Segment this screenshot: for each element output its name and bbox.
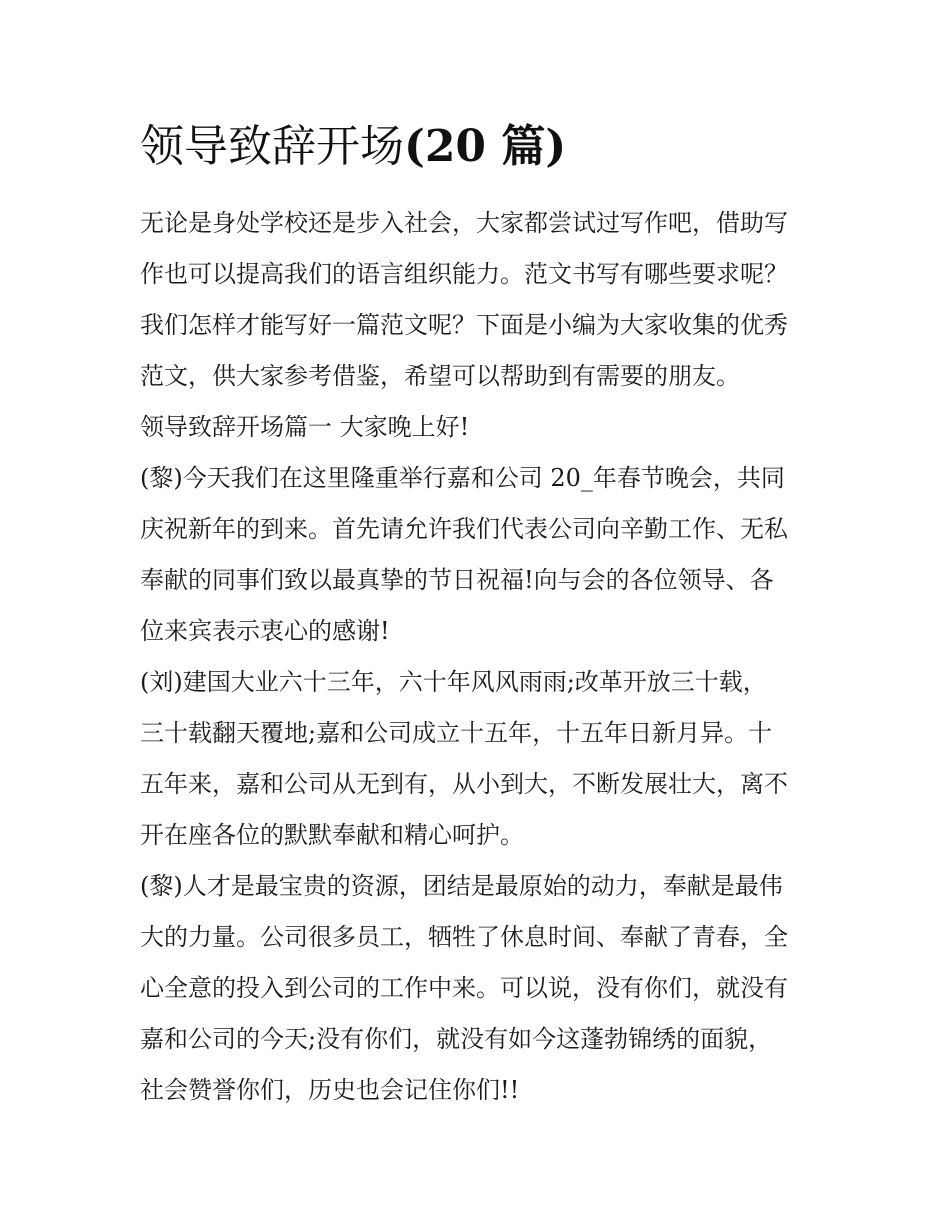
- text-line: 大的力量。公司很多员工，牺牲了休息时间、奉献了青春，全: [140, 923, 788, 951]
- text-line: 我们怎样才能写好一篇范文呢？下面是小编为大家收集的优秀: [140, 311, 788, 339]
- text-line: 位来宾表示衷心的感谢!: [140, 617, 390, 645]
- text-line: 心全意的投入到公司的工作中来。可以说，没有你们，就没有: [140, 974, 788, 1002]
- text-line: 作也可以提高我们的语言组织能力。范文书写有哪些要求呢？: [140, 260, 788, 288]
- text-line: 五年来，嘉和公司从无到有，从小到大，不断发展壮大，离不: [140, 770, 788, 798]
- text-line: 嘉和公司的今天;没有你们，就没有如今这蓬勃锦绣的面貌，: [140, 1025, 773, 1053]
- text-line: 庆祝新年的到来。首先请允许我们代表公司向辛勤工作、无私: [140, 515, 788, 543]
- document-body: [140, 198, 820, 1116]
- title-count: (20 篇): [404, 121, 567, 172]
- text-line: 奉献的同事们致以最真挚的节日祝福!向与会的各位领导、各: [140, 566, 774, 594]
- title-text: 领导致辞开场: [140, 121, 404, 172]
- text-line: (黎)今天我们在这里隆重举行嘉和公司 20_年春节晚会，共同: [140, 464, 785, 492]
- document-title: [140, 112, 566, 182]
- text-line: 三十载翻天覆地;嘉和公司成立十五年，十五年日新月异。十: [140, 719, 773, 747]
- text-line: (刘)建国大业六十三年，六十年风风雨雨;改革开放三十载，: [140, 668, 767, 696]
- text-line: 范文，供大家参考借鉴，希望可以帮助到有需要的朋友。: [140, 362, 740, 390]
- text-line: 开在座各位的默默奉献和精心呵护。: [140, 821, 524, 849]
- text-line: (黎)人才是最宝贵的资源，团结是最原始的动力，奉献是最伟: [140, 872, 783, 900]
- section-heading-line: 领导致辞开场篇一 大家晚上好!: [140, 413, 470, 441]
- text-line: 社会赞誉你们，历史也会记住你们!!: [140, 1076, 520, 1104]
- text-line: 无论是身处学校还是步入社会，大家都尝试过写作吧，借助写: [140, 209, 788, 237]
